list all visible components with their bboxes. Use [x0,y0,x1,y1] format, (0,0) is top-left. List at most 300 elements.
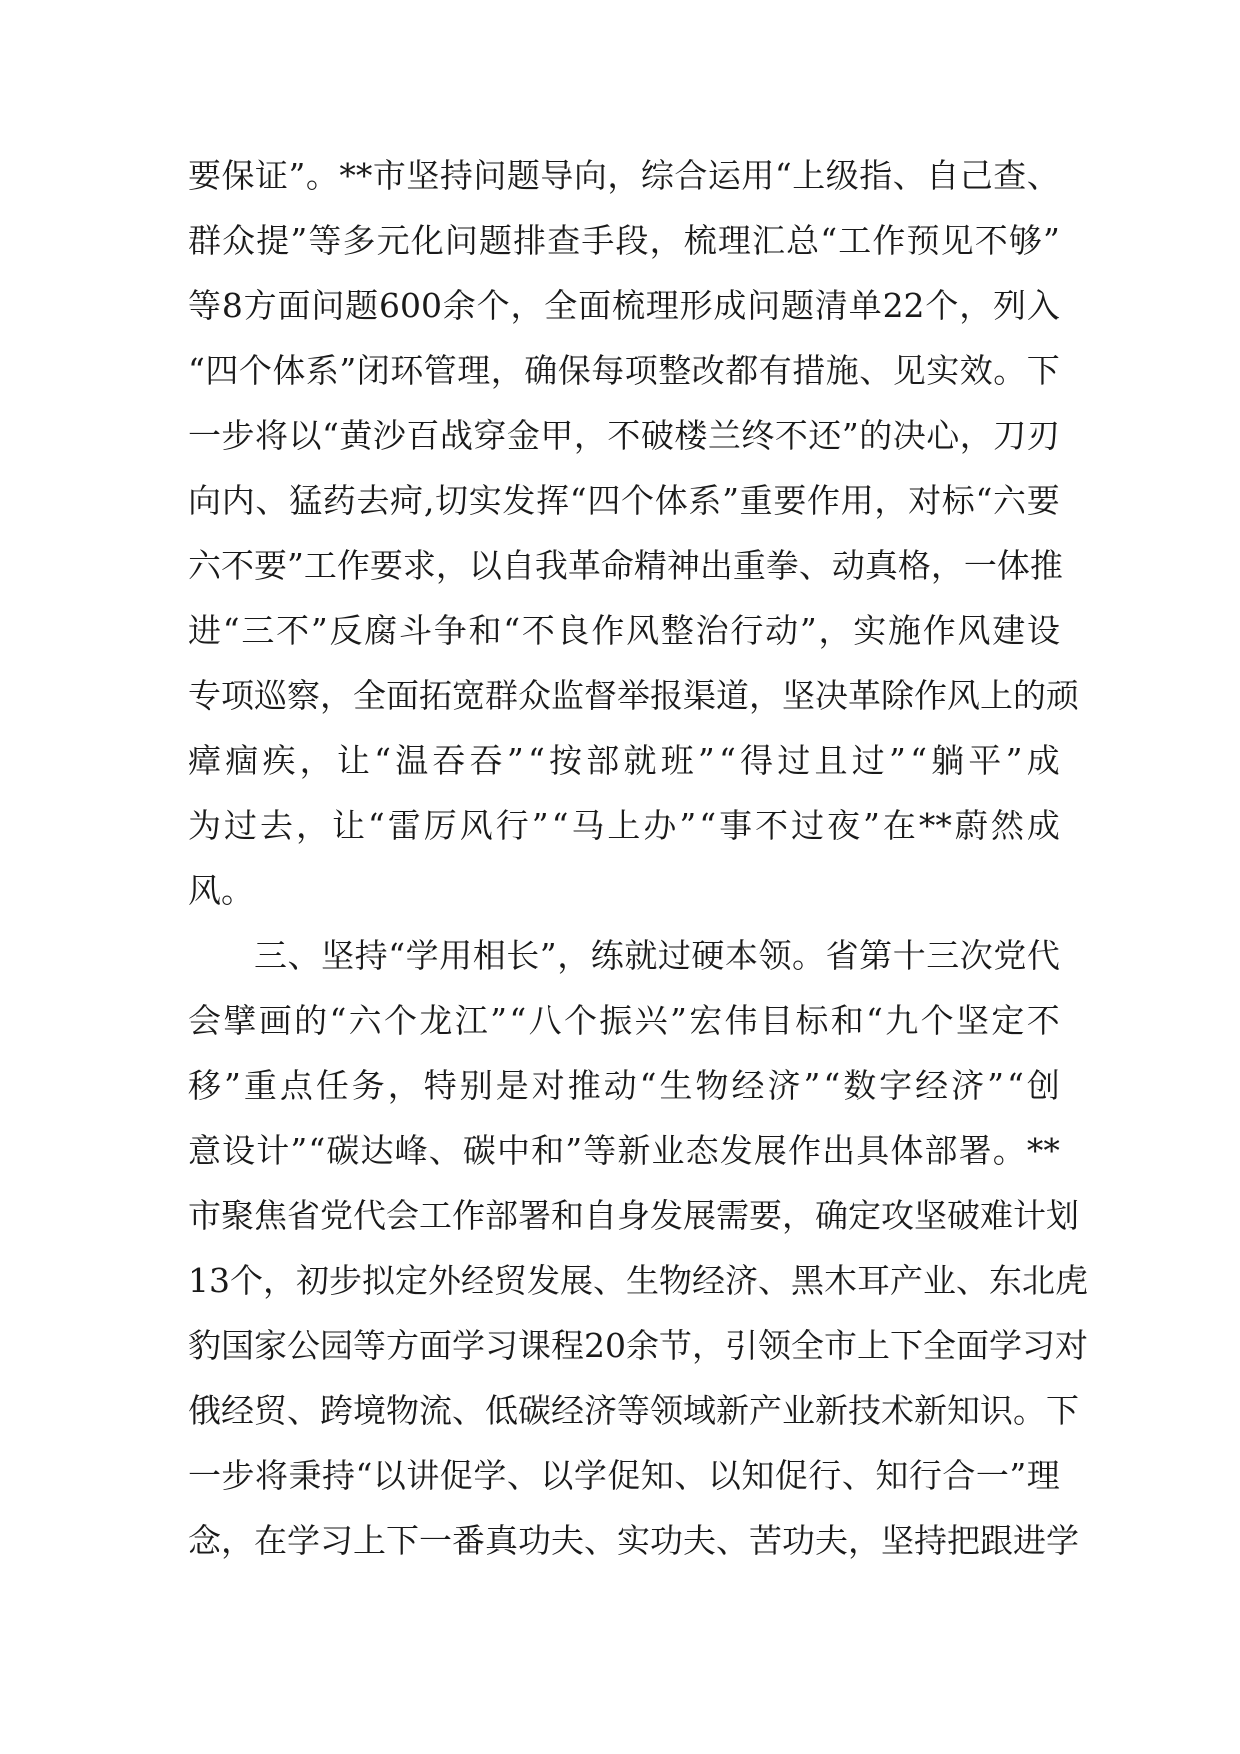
glyph: 实 [468,481,502,520]
glyph: 面 [956,1326,989,1365]
glyph: ， [930,546,964,585]
glyph: 下 [890,1326,923,1365]
glyph: 对 [1055,1326,1088,1365]
glyph: 新 [617,1131,651,1170]
glyph: 会 [188,1001,221,1040]
glyph: 部 [924,1131,958,1170]
glyph: 进 [1013,1521,1046,1560]
glyph: 定 [991,1001,1025,1040]
glyph: 梳 [683,221,717,260]
text-line [188,208,1060,273]
glyph: 北 [1022,1261,1055,1300]
glyph: ， [959,286,993,325]
glyph: ， [263,1261,296,1300]
glyph: 个 [238,351,272,390]
text-line [188,923,1060,988]
glyph: 环 [390,351,424,390]
glyph: ， [435,546,469,585]
glyph: 风 [626,611,660,650]
glyph: 且 [814,741,848,780]
glyph: 拳 [765,546,799,585]
glyph: ” [290,1131,308,1170]
glyph: 效 [959,351,993,390]
glyph: “ [823,1066,841,1105]
glyph: 功 [650,1521,683,1560]
glyph: 夫 [815,1521,848,1560]
glyph: 难 [980,1196,1013,1235]
glyph: 众 [518,676,551,715]
glyph: 公 [287,1326,320,1365]
glyph: 吞 [469,741,503,780]
glyph: 报 [650,676,683,715]
glyph: 计 [256,1131,290,1170]
glyph: 经 [731,1066,765,1105]
glyph: 知 [741,1456,775,1495]
glyph: 碳 [518,1391,551,1430]
glyph: 具 [856,1131,890,1170]
glyph: 业 [651,1131,685,1170]
glyph: 过 [657,936,691,975]
glyph: 疴 [390,481,424,520]
glyph: 下 [386,1521,419,1560]
glyph: 13 [188,1261,230,1300]
glyph: 挥 [536,481,570,520]
glyph: 节 [659,1326,692,1365]
glyph: 争 [433,611,467,650]
glyph: 虎 [1055,1261,1088,1300]
glyph: 面 [419,1326,452,1365]
glyph: 下 [1046,1391,1079,1430]
glyph: 步 [329,1261,362,1300]
glyph: 部 [586,741,620,780]
glyph: 发 [502,481,536,520]
glyph: 学 [287,1521,320,1560]
glyph: 查 [993,156,1027,195]
glyph: 决 [815,676,848,715]
glyph: 东 [989,1261,1022,1300]
glyph: 体 [890,1131,924,1170]
glyph: 排 [513,221,547,260]
glyph: “ [774,156,792,195]
glyph: 我 [534,546,568,585]
glyph: 理 [717,221,751,260]
glyph: 群 [188,221,221,260]
glyph: 物 [659,1261,692,1300]
text-line [188,1313,1088,1378]
glyph: ， [387,1066,421,1105]
glyph: 让 [336,741,370,780]
glyph: 伟 [724,1001,758,1040]
glyph: 沙 [372,416,406,455]
glyph: 够 [1008,221,1042,260]
glyph: 系 [688,481,722,520]
glyph: 下 [1026,351,1060,390]
glyph: 神 [666,546,700,585]
glyph: 事 [719,806,753,845]
glyph: 一 [188,1456,221,1495]
glyph: 按 [549,741,583,780]
glyph: ” [310,611,328,650]
glyph: “ [551,806,569,845]
glyph: 作 [922,611,956,650]
glyph: 导 [540,156,574,195]
glyph: 课 [518,1326,551,1365]
text-line: 风。 [188,871,254,910]
glyph: 会 [386,1196,419,1235]
glyph: 动 [765,611,799,650]
glyph: 上 [792,156,826,195]
glyph: “ [527,741,545,780]
glyph: 设 [1027,611,1060,650]
glyph: 确 [524,351,558,390]
glyph: 新 [716,1391,749,1430]
glyph: 龙 [419,1001,453,1040]
glyph: 定 [848,1196,881,1235]
glyph: 推 [567,1066,601,1105]
glyph: 、 [506,1456,540,1495]
glyph: 学 [473,1456,507,1495]
glyph: 去 [356,481,390,520]
glyph: 、 [287,936,321,975]
glyph: 系 [305,351,339,390]
glyph: 革 [848,676,881,715]
glyph: ， [692,1326,725,1365]
glyph: 重 [243,1066,277,1105]
glyph: 理 [457,351,491,390]
glyph: 综 [640,156,674,195]
glyph: 见 [892,351,926,390]
glyph: 第 [859,936,893,975]
glyph: 、 [841,1456,875,1495]
glyph: 夫 [551,1521,584,1560]
glyph: 一 [188,416,221,455]
glyph: 理 [1026,1456,1060,1495]
glyph: 以 [468,546,502,585]
glyph: ” [803,1066,821,1105]
text-line [188,1183,1079,1248]
glyph: 画 [258,1001,292,1040]
glyph: 拟 [362,1261,395,1300]
glyph: 身 [617,1196,650,1235]
text-line [188,403,1060,468]
glyph: “ [355,1456,373,1495]
glyph: 计 [1013,1196,1046,1235]
glyph: 贸 [254,1391,287,1430]
glyph: 体 [996,546,1030,585]
glyph: 实 [853,611,887,650]
glyph: 得 [740,741,774,780]
glyph: 不 [221,546,254,585]
glyph: 将 [255,416,288,455]
glyph: 要 [188,156,221,195]
glyph: 22 [882,286,925,325]
glyph: 发 [719,1131,753,1170]
glyph: 风 [957,611,991,650]
glyph: 瘴 [188,741,221,780]
glyph: 、 [584,1521,617,1560]
glyph: 部 [485,1196,518,1235]
glyph: 秉 [288,1456,322,1495]
glyph: 作 [914,676,947,715]
glyph: 20 [584,1326,626,1365]
glyph: 对 [908,481,942,520]
glyph: 百 [406,416,440,455]
glyph: “ [374,741,391,780]
glyph: 用 [741,156,775,195]
glyph: 数 [843,1066,877,1105]
glyph: ” [506,741,524,780]
glyph: “ [329,1001,347,1040]
glyph: 作 [336,546,370,585]
glyph: 等 [308,221,342,260]
glyph: 经 [461,1261,494,1300]
glyph: 学 [1046,1521,1079,1560]
glyph: 念 [188,1521,221,1560]
glyph: 内 [221,481,255,520]
glyph: 术 [881,1391,914,1430]
glyph: 党 [320,1196,353,1235]
text-line [188,598,1060,663]
glyph: 学 [405,936,439,975]
glyph: 全 [353,676,386,715]
glyph: 监 [551,676,584,715]
glyph: 物 [386,1391,419,1430]
glyph: 的 [859,416,893,455]
glyph: 领 [758,936,792,975]
glyph: 余 [442,286,476,325]
glyph: 、 [716,1521,749,1560]
glyph: 余 [626,1326,659,1365]
glyph: 知 [875,1456,909,1495]
glyph: 聚 [221,1196,254,1235]
glyph: 600 [378,286,442,325]
glyph: ， [299,741,333,780]
glyph: “ [719,741,736,780]
glyph: 个 [621,481,654,520]
glyph: ” [888,741,906,780]
glyph: 猛 [289,481,323,520]
glyph: 药 [322,481,356,520]
glyph: 持 [914,1521,947,1560]
glyph: 疾 [262,741,296,780]
glyph: 个 [384,1001,418,1040]
text-line [188,1248,1088,1313]
glyph: 贸 [494,1261,527,1300]
glyph: 不 [974,221,1008,260]
glyph: 就 [624,936,658,975]
glyph: 和 [468,611,502,650]
glyph: 不 [774,416,808,455]
glyph: 切 [435,481,468,520]
glyph: 领 [650,1391,683,1430]
glyph: 市 [188,1196,221,1235]
glyph: ” [863,806,880,845]
glyph: 行 [730,611,764,650]
glyph: 自 [584,1196,617,1235]
glyph: 擘 [223,1001,257,1040]
glyph: 面 [277,286,311,325]
glyph: 国 [221,1326,254,1365]
glyph: 整 [660,611,694,650]
glyph: 识 [980,1391,1013,1430]
glyph: 全 [544,286,578,325]
glyph: 自 [501,546,535,585]
glyph: 然 [990,806,1024,845]
glyph: 真 [485,1521,518,1560]
text-line [188,533,1063,598]
glyph: 腐 [364,611,398,650]
glyph: 闭 [356,351,390,390]
glyph: 穿 [473,416,507,455]
glyph: 别 [459,1066,493,1105]
glyph: 九 [885,1001,919,1040]
glyph: “ [866,1001,883,1040]
glyph: 。 [993,351,1027,390]
glyph: 。 [792,936,826,975]
glyph: 业 [782,1391,815,1430]
glyph: 破 [947,1196,980,1235]
glyph: 不 [755,806,789,845]
glyph: 群 [485,676,518,715]
glyph: 八 [528,1001,562,1040]
glyph: “ [188,351,205,390]
glyph: 终 [741,416,775,455]
glyph: 经 [221,1391,254,1430]
glyph: 推 [1029,546,1063,585]
glyph: 项 [221,676,254,715]
glyph: 一 [975,1456,1009,1495]
glyph: 格 [897,546,931,585]
glyph: 动 [603,1066,637,1105]
glyph: 题 [345,286,379,325]
glyph: ** [339,156,373,195]
glyph: 要 [369,546,403,585]
glyph: ” [799,611,817,650]
glyph: 功 [782,1521,815,1560]
glyph: 用 [439,936,473,975]
glyph: 济 [767,1066,801,1105]
glyph: 宏 [689,1001,723,1040]
glyph: 改 [691,351,725,390]
glyph: 一 [963,546,997,585]
glyph: 经 [551,1391,584,1430]
glyph: 功 [518,1521,551,1560]
glyph: ” [223,1066,241,1105]
glyph: 形 [679,286,713,325]
glyph: 方 [386,1326,419,1365]
glyph: 学 [989,1326,1022,1365]
glyph: 坚 [321,936,355,975]
glyph: 汇 [752,221,785,260]
glyph: ， [557,936,591,975]
glyph: 题 [506,156,540,195]
glyph: ， [649,221,683,260]
glyph: 单 [848,286,882,325]
glyph: 道 [716,676,749,715]
glyph: 划 [1046,1196,1079,1235]
glyph: 、 [892,156,926,195]
glyph: 渠 [683,676,716,715]
text-line [188,338,1060,403]
glyph: 面 [386,676,419,715]
glyph: 展 [753,1131,787,1170]
glyph: 体 [272,351,306,390]
glyph: ， [510,286,544,325]
glyph: 工 [419,1196,452,1235]
glyph: 方 [243,286,277,325]
glyph: 、 [452,1391,485,1430]
glyph: 境 [353,1391,386,1430]
glyph: 过 [777,741,811,780]
glyph: 成 [713,286,747,325]
glyph: 以 [540,1456,574,1495]
glyph: 化 [410,221,444,260]
glyph: “ [509,1001,527,1040]
document-body [188,143,1088,1573]
glyph: ** [918,806,952,845]
glyph: 意 [188,1131,221,1170]
glyph: 作 [807,481,840,520]
glyph: 查 [547,221,581,260]
glyph: 坚 [406,156,440,195]
glyph: 作 [452,1196,485,1235]
glyph: 以 [707,1456,741,1495]
glyph: 顽 [1046,676,1079,715]
glyph: 体 [654,481,688,520]
glyph: ” [290,221,308,260]
glyph: 在 [882,806,916,845]
glyph: 建 [992,611,1026,650]
glyph: 六 [188,546,221,585]
glyph: 江 [454,1001,488,1040]
glyph: 、 [1026,156,1060,195]
glyph: 耳 [857,1261,890,1300]
glyph: 整 [658,351,692,390]
glyph: 促 [607,1456,641,1495]
text-line [188,1118,1060,1183]
glyph: 展 [683,1196,716,1235]
glyph: 创 [1026,1066,1060,1105]
glyph: 作 [788,1131,821,1170]
glyph: 施 [825,351,859,390]
glyph: 经 [915,1066,949,1105]
glyph: “ [639,1066,657,1105]
glyph: 在 [254,1521,287,1560]
glyph: 要 [254,546,287,585]
glyph: 番 [452,1521,485,1560]
glyph: ， [573,416,607,455]
glyph: ， [874,481,908,520]
glyph: 点 [279,1066,313,1105]
glyph: 次 [959,936,993,975]
glyph: ” [697,741,715,780]
glyph: 攻 [881,1196,914,1235]
glyph: 要 [773,481,807,520]
glyph: 习 [320,1521,353,1560]
glyph: 跟 [980,1521,1013,1560]
glyph: 。 [305,156,339,195]
glyph: 向 [188,481,221,520]
glyph: 作 [872,221,906,260]
glyph: 峰 [394,1131,428,1170]
glyph: 全 [923,1326,956,1365]
glyph: 上 [607,806,641,845]
glyph: 新 [815,1391,848,1430]
glyph: 察 [287,676,320,715]
glyph: 8 [221,286,243,325]
glyph: 持 [322,1456,355,1495]
glyph: 。 [1013,1391,1046,1430]
